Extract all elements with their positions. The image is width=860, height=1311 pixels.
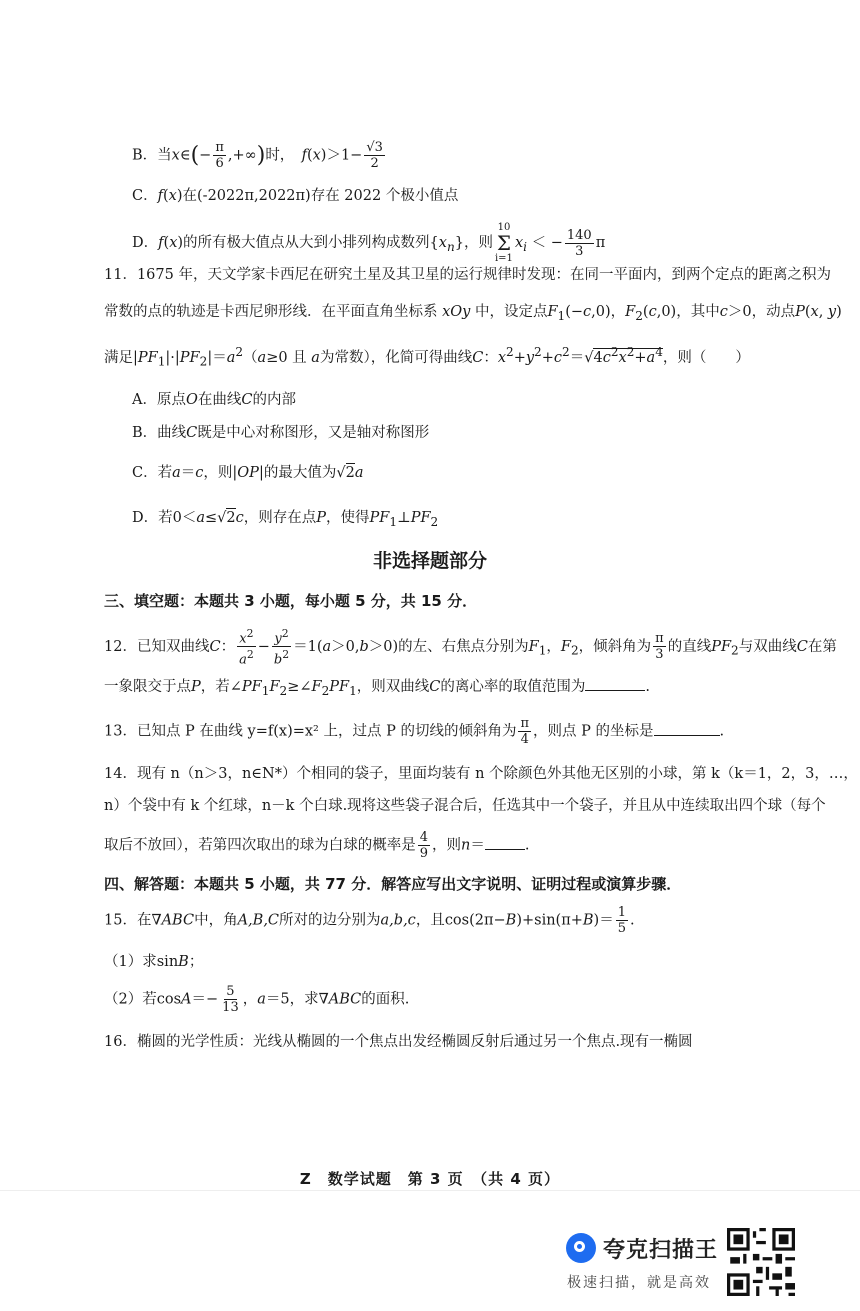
q10-option-c: C．f(x)在(-2022π,2022π)存在 2022 个极小值点 (132, 188, 459, 204)
q15: 15．在∇ABC中，角A,B,C所对的边分别为a,b,c，且cos(2π−B)+sin(π+B)＝ $\frac{1}{5}$ . (104, 905, 635, 936)
q14-line-3: 取后不放回），若第四次取出的球为白球的概率是 $\frac{4}{9}$ ，则n＝ . (104, 830, 530, 861)
q13: 13．已知点 P 在曲线 y=f(x)=x² 上，过点 P 的切线的倾斜角为 $\frac{\pi}{4}$ ，则点 P 的坐标是 . (104, 716, 725, 747)
q10-option-d: D．f(x)的所有极大值点从大到小排列构成数列$\{x_n\}$，则 10 Σ i=1 $x_i$ ＜ − $\frac{140}{3}$ π (132, 222, 606, 264)
q14-line-2: n）个袋中有 k 个红球，n－k 个白球.现将这些袋子混合后，任选其中一个袋子，并且从中连续取出四个球（每个 (104, 798, 826, 814)
qr-code-icon (727, 1228, 795, 1296)
part3-title: 三、填空题：本题共 3 小题，每小题 5 分，共 15 分． (104, 592, 478, 610)
q11-option-d: D．若0＜a≤√2c，则存在点P，使得$PF_1\perp PF_2$ (132, 510, 439, 529)
q14-line-1: 14．现有 n（n＞3，n∈N*）个相同的袋子，里面均装有 n 个除颜色外其他无区别的小球，第 k（k＝1，2，3，…， (104, 766, 858, 782)
q11-line-2: 常数的点的轨迹是卡西尼卵形线．在平面直角坐标系 xOy 中，设定点$F_1(-c,0)$，$F_2(c,0)$，其中c＞0，动点P(x, y) (104, 304, 842, 323)
brand-name: 夸克扫描王 (603, 1238, 719, 1263)
q15-part-2: （2）若cosA＝− $\frac{5}{13}$ ，a＝5，求∇ABC的面积. (104, 984, 410, 1015)
q12-line-2: 一象限交于点P，若$\angle PF_1F_2\ge\angle F_2PF_1$，则双曲线C的离心率的取值范围为 . (104, 679, 650, 698)
brand-slogan: 极速扫描，就是高效 (567, 1275, 711, 1291)
q11-line-1: 11．1675 年，天文学家卡西尼在研究土星及其卫星的运行规律时发现：在同一平面内，到两个定点的距离之积为 (104, 267, 831, 283)
q11-line-3: 满足$|PF_1|\cdot|PF_2|=a^2(a\ge 0$ 且 a为常数），化简可得曲线C：$x^2+y^2+c^2=√4c^2x^2+a^4$，则（ ） (104, 345, 750, 369)
q11-option-a: A．原点O在曲线C的内部 (132, 392, 296, 408)
section-title: 非选择题部分 (372, 550, 487, 572)
quark-logo-icon (566, 1233, 596, 1263)
part4-title: 四、解答题：本题共 5 小题，共 77 分．解答应写出文字说明、证明过程或演算步骤． (104, 875, 682, 893)
q16: 16．椭圆的光学性质：光线从椭圆的一个焦点出发经椭圆反射后通过另一个焦点.现有一椭圆 (104, 1034, 693, 1050)
q12-line-1: 12．已知双曲线C： $\frac{x^2}{a^2}$ − $\frac{y^2}{b^2}$ ＝1(a＞0,b＞0)的左、右焦点分别为$F_1$，$F_2$，倾斜角为 $\frac{\pi}{3}$ 的直线$PF_2$与双曲线C在第 (104, 627, 837, 668)
q10-option-b: B．当x∈(− $\frac{\pi}{6}$ ,+∞)时， f(x)＞1− $\frac{√3}{2}$ (132, 140, 383, 171)
q11-option-b: B．曲线C既是中心对称图形，又是轴对称图形 (132, 425, 430, 441)
page-footer: Z 数学试题 第 3 页 （共 4 页） (299, 1170, 561, 1188)
q11-option-c: C．若a＝c，则|OP|的最大值为√2a (132, 465, 364, 481)
q15-part-1: （1）求sinB； (104, 954, 204, 970)
